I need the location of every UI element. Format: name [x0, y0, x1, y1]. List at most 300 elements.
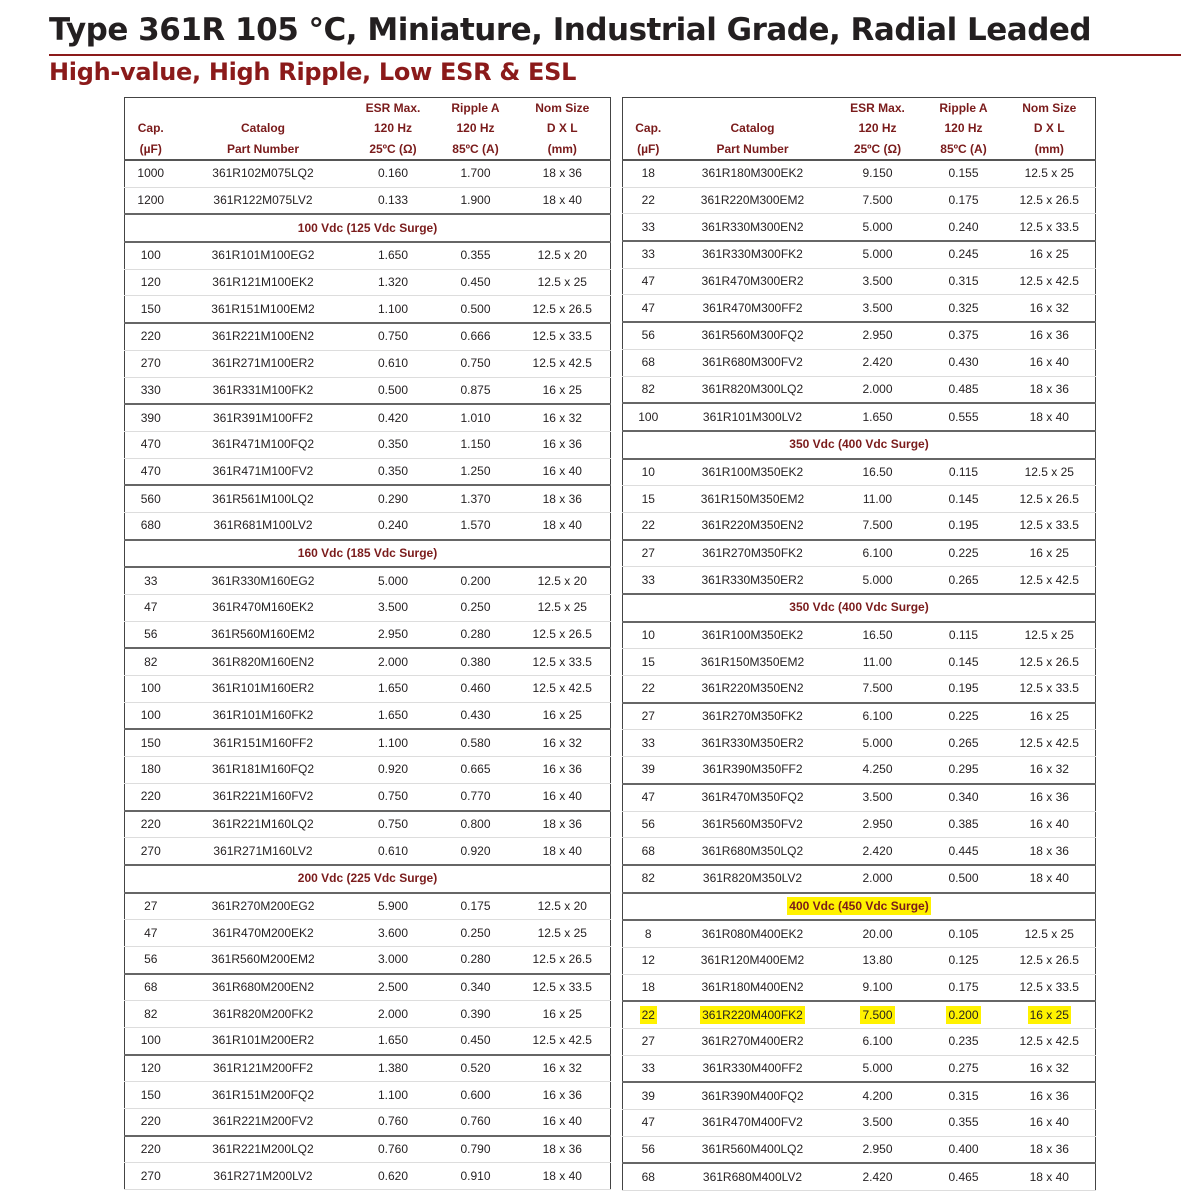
cell-value: 0.400	[948, 1142, 979, 1157]
cap-cell	[623, 649, 674, 676]
cell-value: 0.105	[948, 926, 979, 941]
cell-value: 361R101M160FK2	[212, 708, 314, 723]
size-cell	[515, 160, 611, 187]
table-row	[623, 1055, 1096, 1082]
cell-value: 0.295	[948, 762, 979, 777]
table-row	[125, 187, 611, 214]
part-number-cell	[177, 323, 350, 350]
size-cell	[1004, 187, 1096, 214]
ripple-cell	[437, 323, 515, 350]
cell-value: 8	[644, 926, 652, 941]
ripple-cell	[437, 187, 515, 214]
table-row	[623, 295, 1096, 322]
esr-cell	[350, 567, 437, 594]
cell-value: 100	[140, 248, 161, 263]
size-cell	[1004, 676, 1096, 703]
cell-value: 0.355	[460, 248, 491, 263]
cell-value: 361R101M300LV2	[702, 409, 803, 424]
cell-value: 47	[144, 600, 158, 615]
size-cell	[1004, 703, 1096, 730]
cell-value: 0.225	[948, 709, 979, 724]
cap-cell	[623, 486, 674, 513]
cell-value: 100	[638, 409, 659, 424]
header-row	[125, 138, 611, 160]
size-cell	[1004, 459, 1096, 486]
size-cell	[515, 1109, 611, 1136]
cap-cell	[125, 893, 177, 920]
cell-value: 361R122M075LV2	[213, 193, 313, 208]
cap-cell	[623, 811, 674, 838]
cell-value: 5.000	[377, 573, 409, 588]
size-cell	[1004, 214, 1096, 241]
ripple-cell	[924, 268, 1004, 295]
ripple-cell	[437, 377, 515, 404]
cell-value: 12.5 x 33.5	[1019, 518, 1079, 533]
part-number-cell	[177, 296, 350, 323]
cell-value: 470	[140, 437, 161, 452]
cap-header	[125, 98, 177, 119]
cap-header	[623, 98, 674, 119]
ripple-cell	[437, 648, 515, 675]
table-row	[125, 946, 611, 973]
cell-value: 361R151M200FQ2	[211, 1087, 315, 1102]
part-number-cell	[674, 187, 832, 214]
page-title: Type 361R 105 °C, Miniature, Industrial Grade, Radial Leaded	[49, 12, 1092, 48]
voltage-section-row	[125, 540, 611, 568]
cell-value: 150	[140, 735, 161, 750]
ripple-header: 85ºC (A)	[924, 138, 1004, 160]
cell-value: 6.100	[862, 545, 893, 560]
table-row	[125, 1109, 611, 1136]
cell-value: 3.500	[377, 600, 409, 615]
cell-value: 16 x 40	[542, 1114, 582, 1129]
part-number-cell	[177, 458, 350, 485]
cell-value: 361R820M160EN2	[211, 654, 315, 669]
esr-cell	[832, 920, 924, 947]
table-row	[125, 512, 611, 539]
cell-value: 16 x 36	[1029, 790, 1069, 805]
cap-cell	[125, 1109, 177, 1136]
cell-value: 3.000	[377, 952, 409, 967]
ripple-cell	[924, 567, 1004, 594]
size-cell	[515, 702, 611, 729]
cell-value: 0.355	[948, 1115, 979, 1130]
cell-value: 0.315	[948, 1088, 979, 1103]
cell-value: 16 x 25	[542, 382, 582, 397]
cell-value: 12.5 x 42.5	[532, 681, 592, 696]
esr-cell	[832, 730, 924, 757]
ripple-header: 120 Hz	[456, 121, 495, 135]
cell-value: 0.195	[948, 681, 979, 696]
table-row	[125, 893, 611, 920]
cell-value: 9.150	[862, 166, 893, 181]
esr-cell	[832, 1001, 924, 1028]
esr-cell	[832, 622, 924, 649]
cell-value: 12.5 x 20	[537, 898, 587, 913]
cap-cell	[623, 757, 674, 784]
table-row	[623, 622, 1096, 649]
cell-value: 12.5 x 25	[537, 275, 587, 290]
esr-cell	[832, 1136, 924, 1163]
cell-value: 12.5 x 25	[1024, 464, 1074, 479]
voltage-rating-label: 200 Vdc (225 Vdc Surge)	[297, 871, 438, 886]
table-row	[125, 757, 611, 784]
esr-cell	[832, 865, 924, 893]
cell-value: 0.250	[460, 925, 491, 940]
cell-value: 27	[144, 898, 158, 913]
cell-value: 0.430	[948, 355, 979, 370]
ripple-cell	[437, 729, 515, 756]
table-row	[623, 811, 1096, 838]
cap-cell	[623, 295, 674, 322]
header-row	[125, 118, 611, 138]
esr-cell	[832, 295, 924, 322]
size-cell	[515, 974, 611, 1001]
cell-value: 0.580	[460, 735, 491, 750]
cell-value: 1.900	[460, 193, 491, 208]
cap-header: (µF)	[623, 138, 674, 160]
cell-value: 361R330M300EN2	[701, 219, 804, 234]
table-row	[125, 242, 611, 269]
part-number-cell	[674, 865, 832, 893]
ripple-cell	[437, 946, 515, 973]
cell-value: 12.5 x 42.5	[1019, 572, 1079, 587]
cell-value: 0.430	[460, 708, 491, 723]
section-cell	[125, 214, 611, 242]
cell-value: 361R820M300LQ2	[701, 381, 804, 396]
size-cell	[1004, 1136, 1096, 1163]
cell-value: 120	[140, 275, 161, 290]
cell-value: 18 x 36	[542, 1142, 582, 1157]
cell-value: 1.700	[460, 166, 491, 181]
cell-value: 0.125	[948, 953, 979, 968]
cell-value: 0.760	[377, 1142, 409, 1157]
ripple-cell	[924, 187, 1004, 214]
size-cell	[515, 323, 611, 350]
cell-value: 0.240	[948, 219, 979, 234]
part-number-cell	[674, 838, 832, 865]
cell-value: 16 x 25	[1029, 247, 1069, 262]
cell-value: 390	[140, 410, 161, 425]
part-number-cell	[177, 377, 350, 404]
cell-value: 12.5 x 42.5	[1019, 274, 1079, 289]
cell-value: 16 x 40	[542, 789, 582, 804]
esr-cell	[832, 322, 924, 349]
table-row	[623, 757, 1096, 784]
part-number-cell	[177, 567, 350, 594]
cell-value: 1.650	[377, 248, 409, 263]
cap-cell	[623, 1110, 674, 1137]
cap-cell	[623, 1082, 674, 1109]
cap-cell	[623, 784, 674, 811]
cell-value: 1.650	[862, 409, 893, 424]
cell-value: 0.235	[948, 1034, 979, 1049]
cell-value: 361R390M400FQ2	[701, 1088, 804, 1103]
cell-value: 2.420	[862, 355, 893, 370]
cell-value: 16 x 25	[1029, 709, 1069, 724]
cell-value: 361R221M200LQ2	[212, 1142, 314, 1157]
size-cell	[1004, 1110, 1096, 1137]
cell-value: 0.465	[948, 1169, 979, 1184]
cell-value: 361R470M400FV2	[702, 1115, 803, 1130]
cell-value: 11.00	[862, 491, 893, 506]
cell-value: 16 x 40	[1029, 1115, 1069, 1130]
cap-cell	[125, 485, 177, 512]
size-cell	[515, 377, 611, 404]
cell-value: 82	[641, 871, 655, 886]
table-row	[623, 703, 1096, 730]
cell-value: 12.5 x 26.5	[1019, 491, 1079, 506]
size-cell	[515, 567, 611, 594]
size-cell	[1004, 974, 1096, 1001]
table-row	[623, 160, 1096, 187]
cell-value: 0.750	[377, 329, 409, 344]
cell-value: 18 x 36	[1029, 381, 1069, 396]
cell-value: 361R270M350FK2	[702, 545, 803, 560]
part-number-cell	[674, 376, 832, 403]
cell-value: 0.265	[948, 572, 979, 587]
cap-cell	[125, 242, 177, 269]
size-cell	[1004, 295, 1096, 322]
cell-value: 361R560M300FQ2	[701, 328, 804, 343]
size-cell	[1004, 865, 1096, 893]
cell-value: 68	[641, 843, 655, 858]
voltage-section-row	[623, 893, 1096, 921]
cell-value: 120	[140, 1061, 161, 1076]
esr-cell	[832, 268, 924, 295]
table-row	[125, 1082, 611, 1109]
cell-value: 18 x 36	[542, 491, 582, 506]
esr-cell	[350, 296, 437, 323]
table-row	[125, 377, 611, 404]
ripple-cell	[924, 1029, 1004, 1056]
size-cell	[515, 595, 611, 622]
size-cell	[515, 676, 611, 703]
cell-value: 361R180M400EN2	[701, 979, 804, 994]
esr-cell	[832, 459, 924, 486]
part-number-cell	[177, 811, 350, 838]
header-row	[623, 98, 1096, 119]
cell-value: 361R181M160FQ2	[211, 762, 315, 777]
ripple-cell	[924, 1163, 1004, 1190]
cell-value: 2.000	[862, 871, 893, 886]
esr-cell	[350, 757, 437, 784]
cell-value: 47	[641, 1115, 655, 1130]
esr-cell	[350, 404, 437, 431]
cell-value: 0.600	[460, 1087, 491, 1102]
ripple-cell	[924, 622, 1004, 649]
size-cell	[1004, 376, 1096, 403]
cell-value: 7.500	[862, 681, 893, 696]
size-header: D X L	[1033, 121, 1065, 135]
cell-value: 180	[140, 762, 161, 777]
cell-value: 12.5 x 33.5	[1019, 681, 1079, 696]
cell-value: 16 x 32	[542, 410, 582, 425]
cell-value: 12.5 x 25	[537, 925, 587, 940]
cap-cell	[623, 214, 674, 241]
size-cell	[1004, 730, 1096, 757]
esr-cell	[832, 160, 924, 187]
ripple-cell	[437, 431, 515, 458]
cell-value: 361R470M160EK2	[212, 600, 314, 615]
table-body	[623, 160, 1096, 1191]
table-row	[623, 1110, 1096, 1137]
size-cell	[515, 838, 611, 865]
cell-value: 3.500	[862, 274, 893, 289]
part-number-cell	[674, 160, 832, 187]
cap-cell	[125, 1055, 177, 1082]
section-cell	[125, 865, 611, 893]
cell-value: 0.800	[460, 816, 491, 831]
esr-cell	[350, 431, 437, 458]
cell-value: 100	[140, 708, 161, 723]
cell-value: 361R330M300FK2	[702, 247, 803, 262]
cell-value: 16 x 36	[1029, 1088, 1069, 1103]
catalog-header	[177, 98, 350, 119]
cell-value: 0.200	[948, 1007, 979, 1022]
size-cell	[1004, 784, 1096, 811]
cap-cell	[125, 648, 177, 675]
part-number-cell	[674, 676, 832, 703]
cap-header: Cap.	[137, 121, 164, 135]
cell-value: 361R471M100FQ2	[211, 437, 315, 452]
cell-value: 16 x 40	[1029, 816, 1069, 831]
cell-value: 361R151M100EM2	[211, 301, 315, 316]
cap-cell	[623, 540, 674, 567]
esr-cell	[832, 974, 924, 1001]
cell-value: 0.380	[460, 654, 491, 669]
cell-value: 12	[641, 953, 655, 968]
cell-value: 2.950	[862, 1142, 893, 1157]
cell-value: 82	[144, 1006, 158, 1021]
ripple-cell	[437, 702, 515, 729]
ripple-cell	[437, 404, 515, 431]
table-row	[623, 730, 1096, 757]
cell-value: 2.420	[862, 843, 893, 858]
table-row	[623, 459, 1096, 486]
esr-cell	[832, 649, 924, 676]
cell-value: 68	[144, 979, 158, 994]
table-row	[125, 1028, 611, 1055]
cap-cell	[623, 349, 674, 376]
ripple-cell	[924, 974, 1004, 1001]
cap-cell	[623, 459, 674, 486]
cell-value: 12.5 x 42.5	[1019, 735, 1079, 750]
size-cell	[515, 729, 611, 756]
cap-cell	[623, 730, 674, 757]
cap-cell	[623, 567, 674, 594]
esr-cell	[350, 920, 437, 947]
cap-cell	[125, 296, 177, 323]
cell-value: 361R560M160EM2	[211, 627, 315, 642]
cell-value: 361R102M075LQ2	[212, 166, 314, 181]
esr-cell	[832, 241, 924, 268]
part-number-cell	[674, 540, 832, 567]
ripple-cell	[924, 784, 1004, 811]
esr-cell	[832, 947, 924, 974]
part-number-cell	[674, 1029, 832, 1056]
size-cell	[515, 946, 611, 973]
esr-cell	[350, 1109, 437, 1136]
cell-value: 0.265	[948, 735, 979, 750]
table-row	[125, 702, 611, 729]
esr-cell	[350, 974, 437, 1001]
cell-value: 0.910	[460, 1168, 491, 1183]
part-number-cell	[674, 730, 832, 757]
size-cell	[515, 811, 611, 838]
cell-value: 361R221M200FV2	[212, 1114, 314, 1129]
section-cell	[623, 594, 1096, 622]
part-number-cell	[674, 349, 832, 376]
size-cell	[1004, 567, 1096, 594]
cap-cell	[125, 729, 177, 756]
cell-value: 82	[641, 381, 655, 396]
table-row	[125, 404, 611, 431]
esr-cell	[350, 350, 437, 377]
title-rule	[49, 54, 1181, 56]
cell-value: 7.500	[862, 1007, 893, 1022]
cell-value: 470	[140, 463, 161, 478]
cap-cell	[125, 920, 177, 947]
part-number-cell	[177, 1028, 350, 1055]
cell-value: 27	[641, 709, 655, 724]
cell-value: 33	[641, 247, 655, 262]
cap-cell	[623, 838, 674, 865]
cell-value: 0.445	[948, 843, 979, 858]
cap-cell	[623, 974, 674, 1001]
cell-value: 56	[144, 952, 158, 967]
cell-value: 361R470M200EK2	[212, 925, 314, 940]
cell-value: 6.100	[862, 709, 893, 724]
ripple-cell	[924, 838, 1004, 865]
cell-value: 1.100	[377, 735, 409, 750]
esr-header: 25ºC (Ω)	[350, 138, 437, 160]
cap-cell	[125, 974, 177, 1001]
cell-value: 1.250	[460, 463, 491, 478]
size-cell	[515, 431, 611, 458]
cell-value: 361R270M400ER2	[701, 1034, 804, 1049]
cap-cell	[125, 1082, 177, 1109]
table-row	[623, 1082, 1096, 1109]
size-cell	[515, 1055, 611, 1082]
esr-cell	[350, 729, 437, 756]
table-row	[623, 241, 1096, 268]
cell-value: 56	[144, 627, 158, 642]
table-row	[125, 974, 611, 1001]
table-row	[623, 1136, 1096, 1163]
esr-cell	[350, 1082, 437, 1109]
cell-value: 2.950	[862, 328, 893, 343]
ripple-header: Ripple A	[451, 101, 500, 115]
cell-value: 150	[140, 1087, 161, 1102]
cell-value: 0.920	[460, 843, 491, 858]
cell-value: 0.920	[377, 762, 409, 777]
part-number-cell	[177, 702, 350, 729]
cell-value: 18 x 36	[542, 166, 582, 181]
cell-value: 0.245	[948, 247, 979, 262]
table-row	[623, 865, 1096, 893]
cell-value: 1.100	[377, 301, 409, 316]
table-row	[623, 567, 1096, 594]
table-row	[623, 649, 1096, 676]
table-row	[623, 1163, 1096, 1190]
esr-cell	[832, 811, 924, 838]
ripple-cell	[924, 512, 1004, 539]
cell-value: 0.555	[948, 409, 979, 424]
size-cell	[1004, 268, 1096, 295]
esr-cell	[350, 187, 437, 214]
table-row	[623, 322, 1096, 349]
